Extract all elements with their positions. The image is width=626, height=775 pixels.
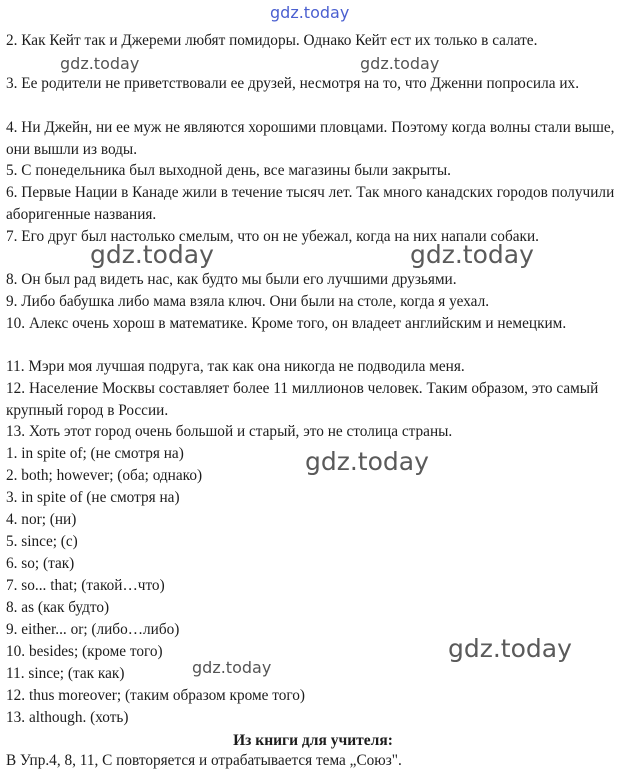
answer-9: 9. either... or; (либо…либо) (6, 621, 180, 638)
answer-1: 1. in spite of; (не смотря на) (6, 445, 184, 462)
watermark: gdz.today (90, 240, 214, 269)
watermark: gdz.today (410, 240, 534, 269)
sentence-11: 11. Мэри моя лучшая подруга, так как она никогда не подводила меня. (6, 358, 465, 375)
answer-3: 3. in spite of (не смотря на) (6, 489, 180, 506)
answer-4: 4. nor; (ни) (6, 511, 77, 528)
watermark-top: gdz.today (270, 3, 350, 22)
sentence-13: 13. Хоть этот город очень большой и старый, это не столица страны. (6, 423, 453, 440)
sentence-12: 12. Население Москвы составляет более 11 миллионов человек. Таким образом, это самый крупный город в России. (6, 380, 599, 419)
sentence-2: 2. Как Кейт так и Джереми любят помидоры. Однако Кейт ест их только в салате. (6, 32, 538, 49)
teacher-note-title: Из книги для учителя: (233, 732, 393, 749)
sentence-9: 9. Либо бабушка либо мама взяла ключ. Они были на столе, когда я уехал. (6, 293, 490, 310)
answer-8: 8. as (как будто) (6, 599, 110, 616)
answer-11: 11. since; (так как) (6, 665, 125, 682)
teacher-note-text: В Упр.4, 8, 11, С повторяется и отрабатывается тема „Союз". (6, 752, 402, 769)
answer-5: 5. since; (с) (6, 533, 78, 550)
sentence-7: 7. Его друг был настолько смелым, что он не убежал, когда на них напали собаки. (6, 228, 539, 245)
answer-6: 6. so; (так) (6, 555, 75, 572)
watermark: gdz.today (360, 54, 440, 73)
sentence-4: 4. Ни Джейн, ни ее муж не являются хорошими пловцами. Поэтому когда волны стали выше, они вышли из воды. (6, 119, 615, 158)
answer-12: 12. thus moreover; (таким образом кроме того) (6, 687, 306, 704)
sentence-10: 10. Алекс очень хорош в математике. Кроме того, он владеет английским и немецким. (6, 315, 567, 332)
answer-7: 7. so... that; (такой…что) (6, 577, 165, 594)
answer-2: 2. both; however; (оба; однако) (6, 467, 203, 484)
sentence-6: 6. Первые Нации в Канаде жили в течение тысяч лет. Так много канадских городов получили аборигенные названия. (6, 184, 615, 223)
watermark: gdz.today (305, 447, 429, 476)
answer-10: 10. besides; (кроме того) (6, 643, 163, 660)
sentence-5: 5. С понедельника был выходной день, все магазины были закрыты. (6, 162, 451, 179)
watermark: gdz.today (60, 54, 140, 73)
watermark: gdz.today (192, 658, 272, 677)
answer-13: 13. although. (хоть) (6, 709, 129, 726)
sentence-8: 8. Он был рад видеть нас, как будто мы были его лучшими друзьями. (6, 271, 457, 288)
sentence-3: 3. Ее родители не приветствовали ее друзей, несмотря на то, что Дженни попросила их. (6, 75, 580, 92)
watermark: gdz.today (448, 634, 572, 663)
